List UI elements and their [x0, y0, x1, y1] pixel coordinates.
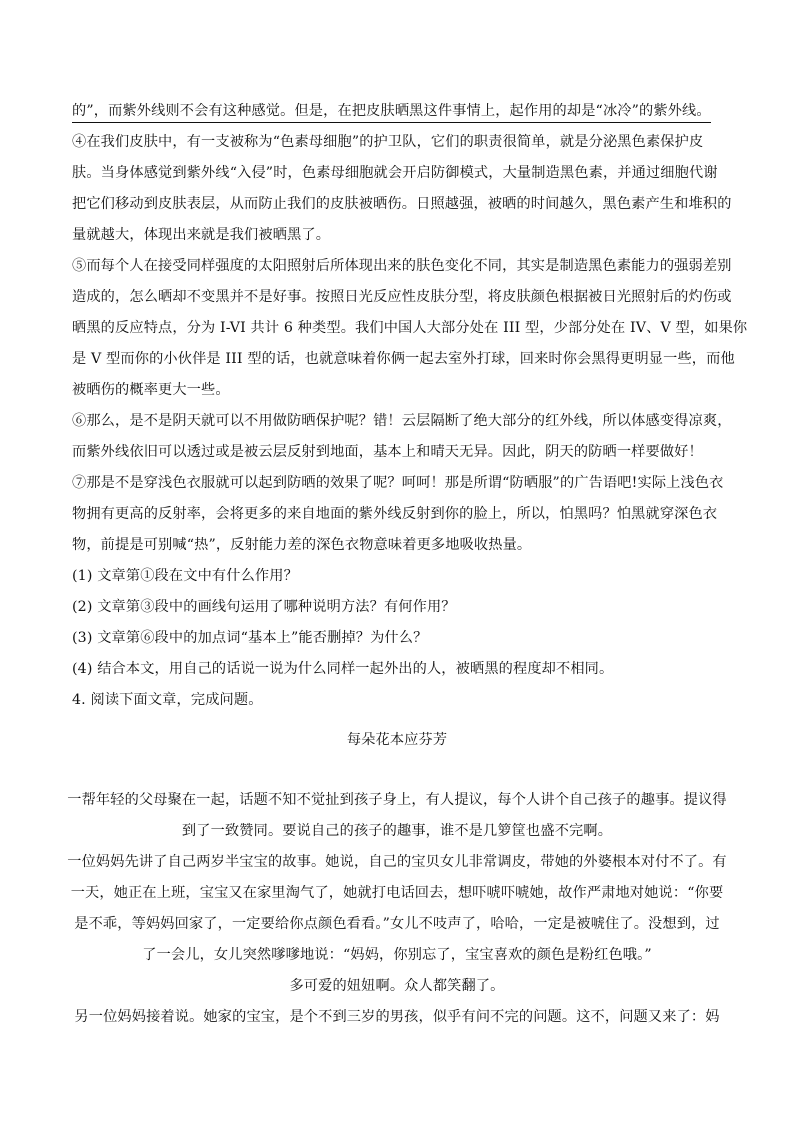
text-line: 量就越大，体现出来就是我们被晒黑了。 [72, 227, 331, 243]
text-line: ⑤而每个人在接受同样强度的太阳照射后所体现出来的肤色变化不同，其实是制造黑色素能力的强弱差别 [72, 258, 732, 274]
text-line: 物，前提是可别喊“热”，反射能力差的深色衣物意味着更多地吸收热量。 [72, 537, 532, 553]
story-line: 一位妈妈先讲了自己两岁半宝宝的故事。她说，自己的宝贝女儿非常调皮，带她的外婆根本对付不了。有 [67, 854, 727, 870]
question-3: (3) 文章第⑥段中的加点词“基本上”能否删掉？为什么？ [72, 630, 428, 646]
question-4: (4) 结合本文，用自己的话说一说为什么同样一起外出的人，被晒黑的程度却不相同。 [72, 661, 614, 677]
text-line: 物拥有更高的反射率，会将更多的来自地面的紫外线反射到你的脸上，所以，怕黑吗？怕黑就穿深色衣 [72, 506, 718, 522]
text-line: 晒黑的反应特点，分为 I-VI 共计 6 种类型。我们中国人大部分处在 III 型，少部分处在 IV、V 型，如果你 [72, 320, 748, 336]
story-line: 一帮年轻的父母聚在一起，话题不知不觉扯到孩子身上，有人提议，每个人讲个自己孩子的趣事。提议得 [67, 792, 727, 808]
text-line: 肤。当身体感觉到紫外线“入侵”时，色素母细胞就会开启防御模式，大量制造黑色素，并通过细胞代谢 [72, 165, 718, 181]
story-line: 到了一致赞同。要说自己的孩子的趣事，谁不是几箩筐也盛不完啊。 [181, 823, 613, 839]
story-title: 每朵花本应芬芳 [346, 732, 448, 748]
story-line: 是不乖，等妈妈回家了，一定要给你点颜色看看。”女儿不吱声了，哈哈，一定是被唬住了。没想到，过 [74, 916, 720, 932]
text-line: 被晒伤的概率更大一些。 [72, 382, 230, 398]
text-line: 的”，而紫外线则不会有这种感觉。但是，在把皮肤晒黑这件事情上，起作用的却是“冰冷”的紫外线。 [72, 102, 711, 123]
text-line: ④在我们皮肤中，有一支被称为“色素母细胞”的护卫队，它们的职责很简单，就是分泌黑色素保护皮 [72, 134, 704, 150]
story-line: 另一位妈妈接着说。她家的宝宝，是个不到三岁的男孩，似乎有问不完的问题。这不，问题又来了：妈 [74, 1009, 720, 1025]
text-line: ⑦那是不是穿浅色衣服就可以起到防晒的效果了呢？呵呵！那是所谓“防晒服”的广告语吧!实际上浅色衣 [72, 475, 724, 491]
question-2: (2) 文章第③段中的画线句运用了哪种说明方法？有何作用？ [72, 599, 456, 615]
question-1: (1) 文章第①段在文中有什么作用？ [72, 568, 298, 584]
section-heading: 4. 阅读下面文章，完成问题。 [72, 692, 263, 708]
text-line: 是 V 型而你的小伙伴是 III 型的话，也就意味着你俩一起去室外打球，回来时你会黑得更明显一些，而他 [72, 351, 735, 367]
text-line: 把它们移动到皮肤表层，从而防止我们的皮肤被晒伤。日照越强，被晒的时间越久，黑色素产生和堆积的 [72, 196, 732, 212]
text-line: 造成的，怎么晒却不变黑并不是好事。按照日光反应性皮肤分型，将皮肤颜色根据被日光照射后的灼伤或 [72, 289, 732, 305]
story-line: 多可爱的妞妞啊。众人都笑翻了。 [289, 978, 505, 994]
story-line: 一天，她正在上班，宝宝又在家里淘气了，她就打电话回去，想吓唬吓唬她，故作严肃地对她说：“你要 [70, 885, 724, 901]
text-line: ⑥那么，是不是阴天就可以不用做防晒保护呢？错！云层隔断了绝大部分的红外线，所以体感变得凉爽， [72, 413, 732, 429]
story-line: 了一会儿，女儿突然嗲嗲地说：“妈妈，你别忘了，宝宝喜欢的颜色是粉红色哦。” [142, 947, 652, 963]
text-line: 而紫外线依旧可以透过或是被云层反射到地面，基本上和晴天无异。因此，阴天的防晒一样要做好！ [72, 444, 703, 460]
